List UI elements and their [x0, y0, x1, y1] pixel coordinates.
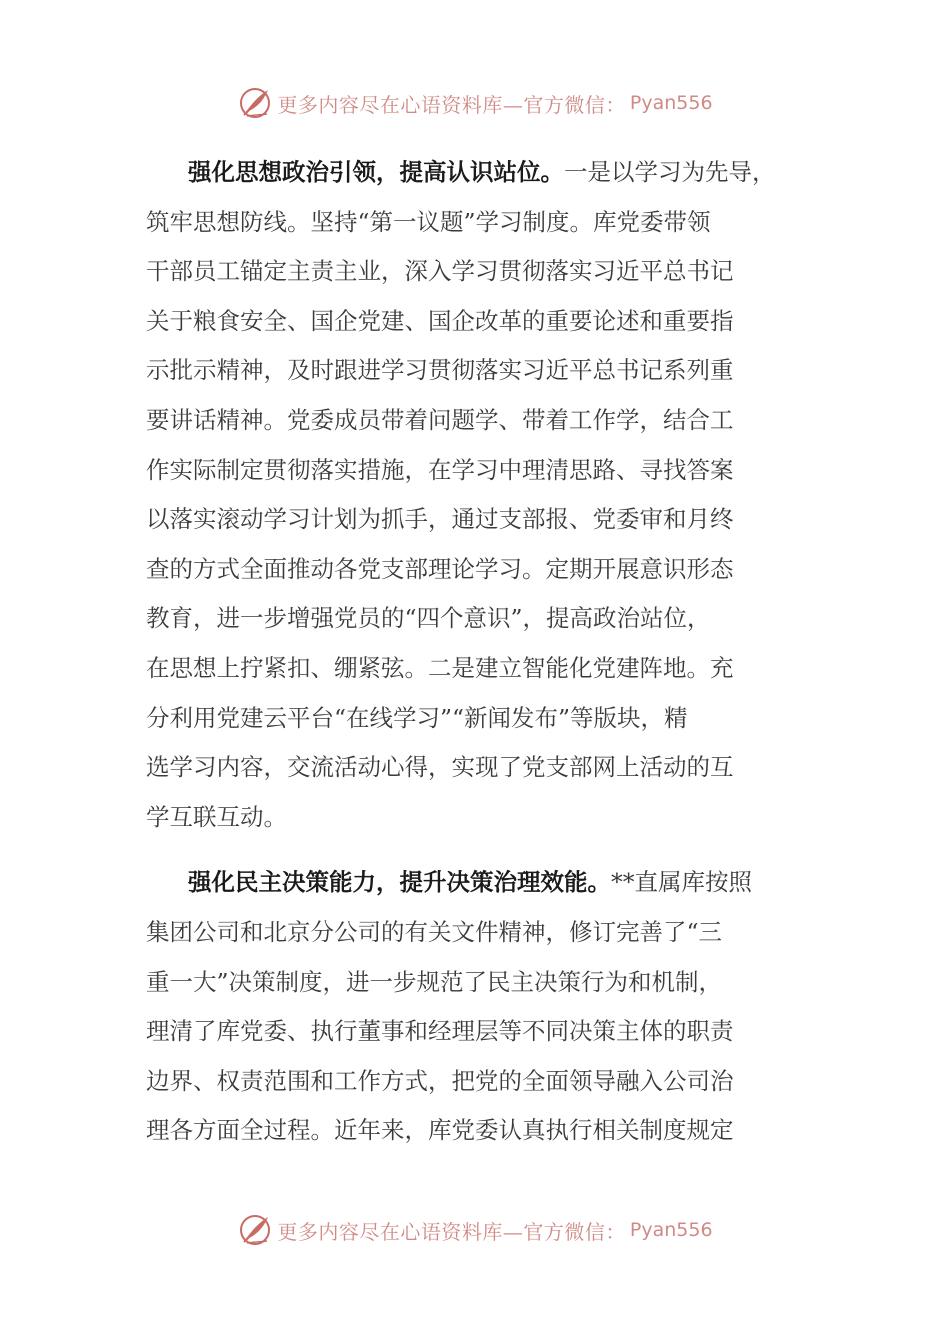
- text-line: 干部员工锚定主责主业，深入学习贯彻落实习近平总书记: [146, 257, 734, 286]
- text-line: 筑牢思想防线。坚持“第一议题”学习制度。库党委带领: [146, 207, 711, 236]
- text-line: [146, 858, 808, 908]
- footer-watermark: [0, 1210, 950, 1250]
- paragraph-2: [146, 858, 808, 1156]
- text-line: 学互联互动。: [146, 802, 287, 831]
- text-line: 在思想上拧紧扣、绷紧弦。二是建立智能化党建阵地。充: [146, 653, 734, 682]
- text-line: 选学习内容，交流活动心得，实现了党支部网上活动的互: [146, 753, 734, 782]
- text-line: 集团公司和北京分公司的有关文件精神，修订完善了“三: [146, 917, 723, 946]
- paragraph-1: [146, 148, 808, 842]
- text-line: 作实际制定贯彻落实措施，在学习中理清思路、寻找答案: [146, 455, 734, 484]
- text-line: 示批示精神，及时跟进学习贯彻落实习近平总书记系列重: [146, 356, 734, 385]
- text-line: 要讲话精神。党委成员带着问题学、带着工作学，结合工: [146, 405, 734, 434]
- text-line: 重一大”决策制度，进一步规范了民主决策行为和机制，: [146, 967, 723, 996]
- watermark-wechat-id: Pyan556: [629, 1219, 713, 1241]
- quill-pen-logo-icon: [237, 85, 273, 121]
- paragraph-spacer: [146, 842, 808, 858]
- watermark-wechat-id: Pyan556: [629, 92, 713, 114]
- text-line: [146, 148, 808, 198]
- text-line: 查的方式全面推动各党支部理论学习。定期开展意识形态: [146, 554, 734, 583]
- header-watermark: [0, 83, 950, 123]
- document-body: [146, 148, 808, 1156]
- text-line: 理清了库党委、执行董事和经理层等不同决策主体的职责: [146, 1017, 734, 1046]
- text-line: 分利用党建云平台“在线学习”“新闻发布”等版块，精: [146, 703, 688, 732]
- watermark-text: 更多内容尽在心语资料库—官方微信：: [277, 92, 626, 117]
- text-line: 理各方面全过程。近年来，库党委认真执行相关制度规定: [146, 1116, 734, 1145]
- quill-pen-logo-icon: [237, 1212, 273, 1248]
- text-line: 教育，进一步增强党员的“四个意识”，提高政治站位，: [146, 604, 711, 633]
- text-line: 边界、权责范围和工作方式，把党的全面领导融入公司治: [146, 1066, 734, 1095]
- paragraph-heading: 强化民主决策能力，提升决策治理效能。: [188, 868, 611, 897]
- text-line-content: **直属库按照: [611, 868, 752, 897]
- paragraph-heading: 强化思想政治引领，提高认识站位。: [188, 158, 564, 186]
- watermark-text: 更多内容尽在心语资料库—官方微信：: [277, 1219, 626, 1244]
- text-line: 以落实滚动学习计划为抓手，通过支部报、党委审和月终: [146, 505, 734, 534]
- text-line-content: 一是以学习为先导，: [564, 158, 776, 186]
- text-line: 关于粮食安全、国企党建、国企改革的重要论述和重要指: [146, 306, 734, 335]
